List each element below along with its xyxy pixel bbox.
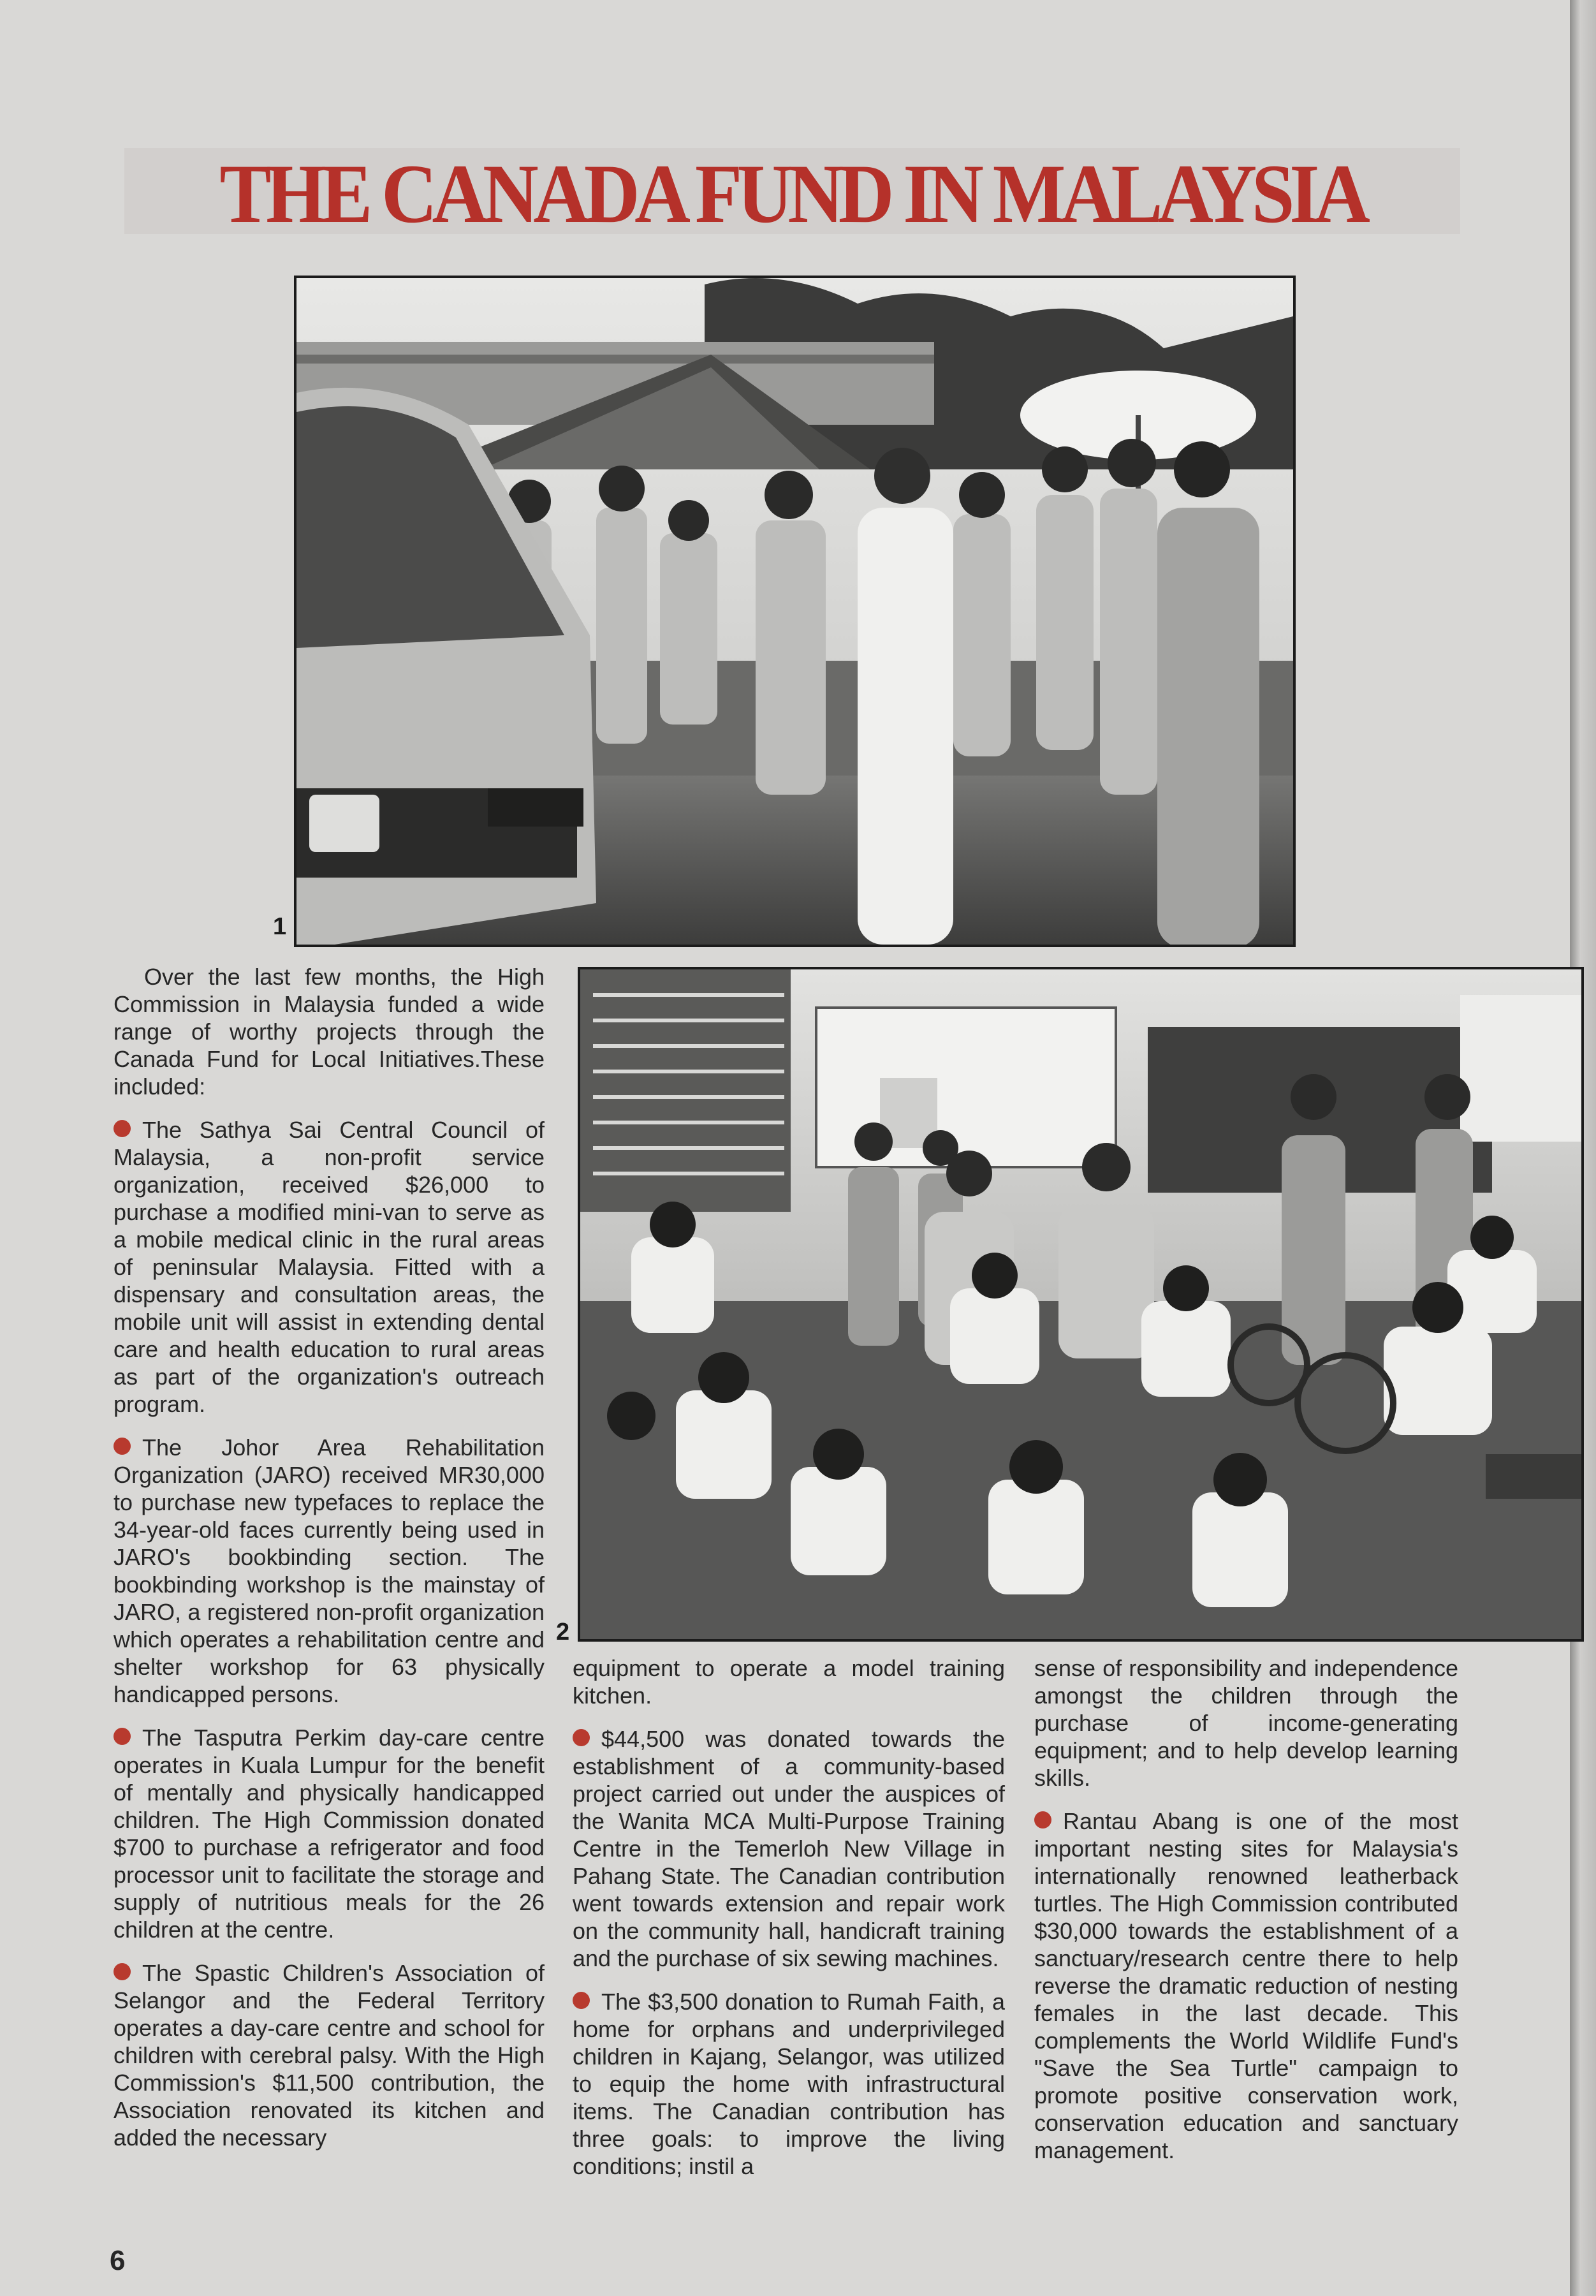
item-spastic-children: The Spastic Children's Association of Selangor and the Federal Territory operates a day-care centre and school for children with cerebral palsy. With the High Commission's $11,500 contribution, the Association renovated its kitchen and added the necessary [113, 1960, 545, 2151]
bullet-icon [113, 1120, 131, 1137]
item-spastic-children-continued: equipment to operate a model training kitchen. [573, 1655, 1005, 1709]
figure-number-2: 2 [556, 1619, 570, 1645]
photo-children-classroom [578, 967, 1584, 1642]
intro-paragraph: Over the last few months, the High Commission in Malaysia funded a wide range of worthy projects through the Canada Fund for Local Initiatives.These included: [113, 964, 545, 1100]
page-title: THE CANADA FUND IN MALAYSIA [219, 147, 1365, 240]
bullet-icon [113, 1438, 131, 1455]
item-rumah-faith-continued: sense of responsibility and independence amongst the children through the purchase of income-generating equipment; and to help develop learning skills. [1034, 1655, 1458, 1791]
page-number: 6 [110, 2245, 126, 2276]
text-column-3 [1034, 1654, 1458, 2164]
item-jaro: The Johor Area Rehabilitation Organization (JARO) received MR30,000 to purchase new typefaces to replace the 34-year-old faces currently being used in JARO's bookbinding section. The bookbinding workshop is the mainstay of JARO, a registered non-profit organization which operates a rehabilitation centre and shelter workshop for 63 physically handicapped persons. [113, 1434, 545, 1707]
text-column-2 [573, 1654, 1005, 2180]
item-rumah-faith: The $3,500 donation to Rumah Faith, a home for orphans and underprivileged children in Kajang, Selangor, was utilized to equip the home with infrastructural items. The Canadian contribution has three goals: to improve the living conditions; instil a [573, 1989, 1005, 2179]
bullet-icon [573, 1729, 590, 1746]
item-wanita-mca: $44,500 was donated towards the establishment of a community-based project carried out under the auspices of the Wanita MCA Multi-Purpose Training Centre in the Temerloh New Village in Pahang State. The Canadian contribution went towards extension and repair work on the community hall, handicraft training and the purchase of six sewing machines. [573, 1726, 1005, 1971]
item-rantau-abang: Rantau Abang is one of the most important nesting sites for Malaysia's internationally renowned leatherback turtles. The High Commission contributed $30,000 towards the establishment of a sanctuary/research centre there to help reverse the dramatic reduction of nesting females in the last decade. This complements the World Wildlife Fund's "Save the Sea Turtle" campaign to promote positive conservation work, conservation education and sanctuary management. [1034, 1808, 1458, 2163]
photo-mobile-clinic-van [294, 276, 1296, 947]
figure-number-1: 1 [273, 913, 287, 940]
bullet-icon [113, 1963, 131, 1980]
bullet-icon [573, 1992, 590, 2009]
item-tasputra-perkim: The Tasputra Perkim day-care centre operates in Kuala Lumpur for the benefit of mentally and physically handicapped children. The High Commission donated $700 to purchase a refrigerator and food processor unit to facilitate the storage and supply of nutritious meals for the 26 children at the centre. [113, 1725, 545, 1943]
bullet-icon [1034, 1811, 1051, 1829]
text-column-1 [113, 963, 545, 2151]
item-sathya-sai: The Sathya Sai Central Council of Malaysia, a non-profit service organization, received $26,000 to purchase a modified mini-van to serve as a mobile medical clinic in the rural areas of peninsular Malaysia. Fitted with a dispensary and consultation areas, the mobile unit will assist in extending dental care and health education to rural areas as part of the organization's outreach program. [113, 1117, 545, 1417]
bullet-icon [113, 1728, 131, 1745]
